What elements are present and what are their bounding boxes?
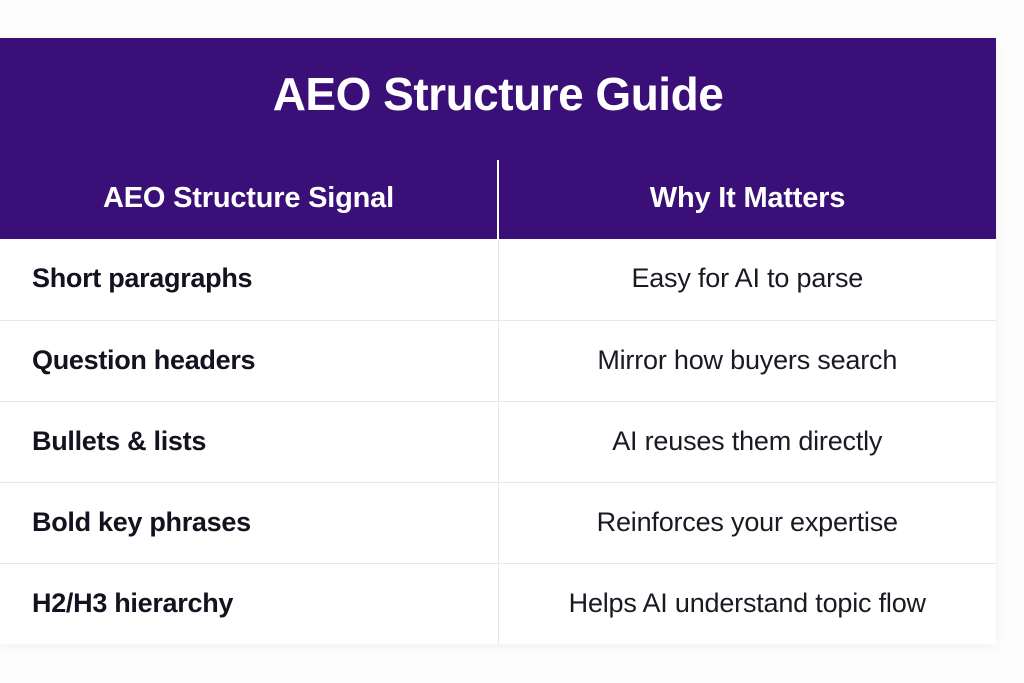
cell-reason: Helps AI understand topic flow [498, 563, 996, 644]
column-header-reason: Why It Matters [498, 160, 996, 239]
cell-signal: Question headers [0, 320, 498, 401]
aeo-structure-guide-card [0, 38, 996, 644]
table-body [0, 239, 996, 644]
cell-signal: Short paragraphs [0, 239, 498, 320]
cell-signal: Bold key phrases [0, 482, 498, 563]
cell-reason: Mirror how buyers search [498, 320, 996, 401]
table-row [0, 239, 996, 320]
table-row [0, 563, 996, 644]
table-header [0, 160, 996, 239]
cell-reason: Easy for AI to parse [498, 239, 996, 320]
page-title: AEO Structure Guide [0, 38, 996, 160]
aeo-structure-table [0, 160, 996, 644]
table-header-row [0, 160, 996, 239]
cell-signal: Bullets & lists [0, 401, 498, 482]
cell-signal: H2/H3 hierarchy [0, 563, 498, 644]
table-row [0, 482, 996, 563]
table-row [0, 401, 996, 482]
cell-reason: AI reuses them directly [498, 401, 996, 482]
cell-reason: Reinforces your expertise [498, 482, 996, 563]
table-row [0, 320, 996, 401]
column-header-signal: AEO Structure Signal [0, 160, 498, 239]
